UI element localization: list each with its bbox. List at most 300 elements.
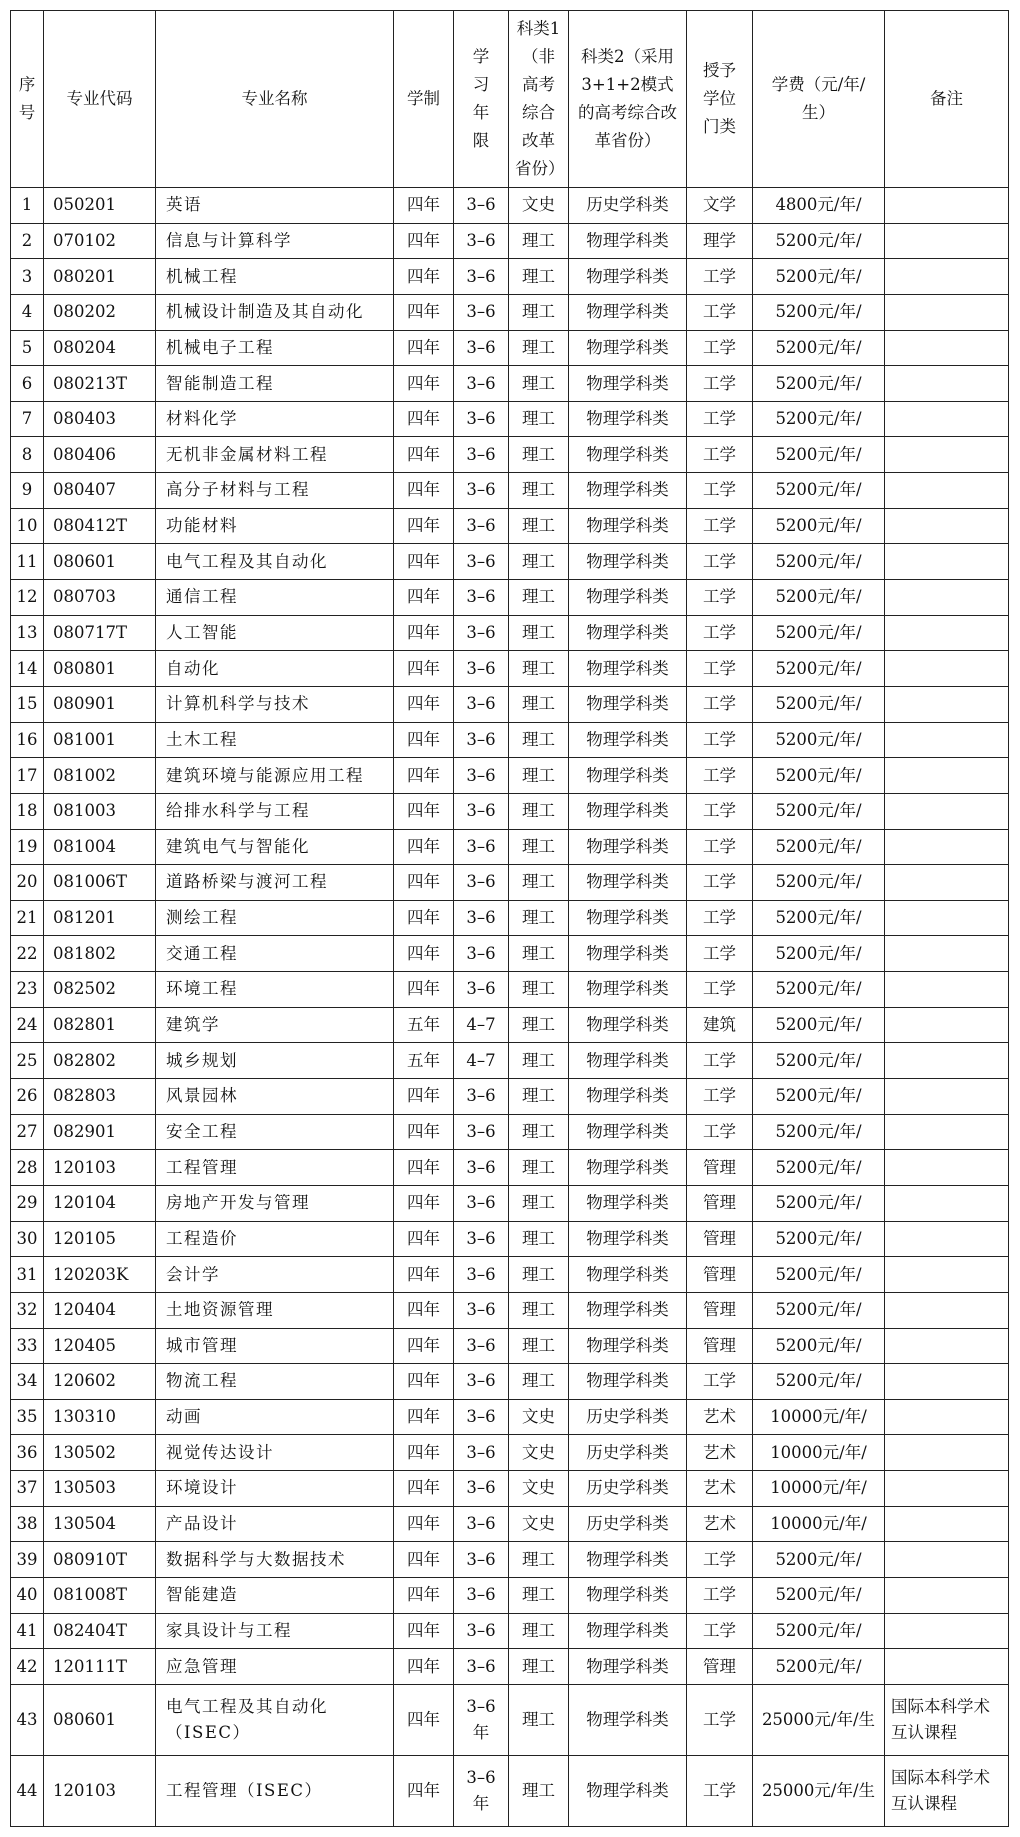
cell-fee: 5200元/年/ bbox=[753, 722, 885, 758]
cell-code: 081003 bbox=[44, 793, 156, 829]
cell-degree: 工学 bbox=[687, 366, 753, 402]
cell-years: 3–6 bbox=[454, 188, 509, 224]
cell-fee: 5200元/年/ bbox=[753, 1043, 885, 1079]
cell-seq: 27 bbox=[11, 1114, 44, 1150]
cell-category2: 历史学科类 bbox=[569, 1471, 687, 1507]
table-row bbox=[11, 900, 1009, 936]
table-row bbox=[11, 1364, 1009, 1400]
cell-code: 082801 bbox=[44, 1007, 156, 1043]
cell-fee: 5200元/年/ bbox=[753, 473, 885, 509]
cell-major-name: 建筑环境与能源应用工程 bbox=[156, 758, 394, 794]
cell-category1: 理工 bbox=[509, 508, 569, 544]
header-name: 专业名称 bbox=[156, 11, 394, 188]
cell-fee: 5200元/年/ bbox=[753, 1150, 885, 1186]
cell-code: 080901 bbox=[44, 686, 156, 722]
table-row bbox=[11, 829, 1009, 865]
cell-remarks bbox=[885, 936, 1009, 972]
cell-category2: 历史学科类 bbox=[569, 188, 687, 224]
cell-years: 3–6 bbox=[454, 686, 509, 722]
cell-degree: 工学 bbox=[687, 1043, 753, 1079]
cell-degree: 工学 bbox=[687, 1577, 753, 1613]
cell-category1: 理工 bbox=[509, 259, 569, 295]
cell-remarks bbox=[885, 366, 1009, 402]
header-degree: 授予学位门类 bbox=[687, 11, 753, 188]
cell-system: 四年 bbox=[394, 366, 454, 402]
cell-system: 四年 bbox=[394, 686, 454, 722]
cell-category1: 理工 bbox=[509, 294, 569, 330]
cell-years: 3–6 bbox=[454, 1079, 509, 1115]
cell-category1: 理工 bbox=[509, 1649, 569, 1685]
table-row bbox=[11, 1185, 1009, 1221]
cell-code: 120203K bbox=[44, 1257, 156, 1293]
cell-category2: 物理学科类 bbox=[569, 1613, 687, 1649]
cell-seq: 39 bbox=[11, 1542, 44, 1578]
cell-years: 3–6 bbox=[454, 1150, 509, 1186]
cell-category2: 物理学科类 bbox=[569, 936, 687, 972]
cell-major-name: 机械工程 bbox=[156, 259, 394, 295]
cell-major-name: 智能建造 bbox=[156, 1577, 394, 1613]
cell-category1: 理工 bbox=[509, 900, 569, 936]
cell-system: 四年 bbox=[394, 1292, 454, 1328]
cell-seq: 32 bbox=[11, 1292, 44, 1328]
cell-code: 081002 bbox=[44, 758, 156, 794]
cell-seq: 38 bbox=[11, 1506, 44, 1542]
cell-category1: 理工 bbox=[509, 473, 569, 509]
table-row bbox=[11, 1506, 1009, 1542]
cell-seq: 43 bbox=[11, 1684, 44, 1755]
cell-system: 四年 bbox=[394, 1506, 454, 1542]
cell-system: 四年 bbox=[394, 722, 454, 758]
cell-category2: 物理学科类 bbox=[569, 366, 687, 402]
cell-fee: 5200元/年/ bbox=[753, 508, 885, 544]
cell-system: 四年 bbox=[394, 1257, 454, 1293]
cell-remarks bbox=[885, 1328, 1009, 1364]
cell-code: 120602 bbox=[44, 1364, 156, 1400]
table-row bbox=[11, 1577, 1009, 1613]
cell-fee: 5200元/年/ bbox=[753, 972, 885, 1008]
table-row bbox=[11, 1150, 1009, 1186]
cell-degree: 建筑 bbox=[687, 1007, 753, 1043]
cell-system: 四年 bbox=[394, 1577, 454, 1613]
cell-seq: 34 bbox=[11, 1364, 44, 1400]
cell-years: 3–6 bbox=[454, 580, 509, 616]
cell-major-name: 土木工程 bbox=[156, 722, 394, 758]
table-row bbox=[11, 1007, 1009, 1043]
cell-seq: 2 bbox=[11, 223, 44, 259]
cell-code: 080601 bbox=[44, 544, 156, 580]
cell-major-name: 电气工程及其自动化（ISEC） bbox=[156, 1684, 394, 1755]
cell-fee: 5200元/年/ bbox=[753, 615, 885, 651]
cell-remarks bbox=[885, 686, 1009, 722]
cell-degree: 管理 bbox=[687, 1328, 753, 1364]
cell-seq: 12 bbox=[11, 580, 44, 616]
cell-category2: 物理学科类 bbox=[569, 1684, 687, 1755]
header-system: 学制 bbox=[394, 11, 454, 188]
cell-remarks bbox=[885, 544, 1009, 580]
cell-remarks bbox=[885, 1649, 1009, 1685]
cell-fee: 10000元/年/ bbox=[753, 1399, 885, 1435]
cell-degree: 工学 bbox=[687, 1613, 753, 1649]
cell-remarks bbox=[885, 722, 1009, 758]
cell-system: 四年 bbox=[394, 1435, 454, 1471]
cell-seq: 1 bbox=[11, 188, 44, 224]
cell-remarks bbox=[885, 829, 1009, 865]
cell-seq: 29 bbox=[11, 1185, 44, 1221]
cell-major-name: 土地资源管理 bbox=[156, 1292, 394, 1328]
cell-fee: 25000元/年/生 bbox=[753, 1755, 885, 1826]
cell-seq: 26 bbox=[11, 1079, 44, 1115]
cell-remarks bbox=[885, 1577, 1009, 1613]
cell-system: 四年 bbox=[394, 188, 454, 224]
cell-years: 3–6 bbox=[454, 1328, 509, 1364]
table-row bbox=[11, 544, 1009, 580]
cell-fee: 10000元/年/ bbox=[753, 1471, 885, 1507]
cell-category1: 文史 bbox=[509, 1471, 569, 1507]
cell-remarks bbox=[885, 651, 1009, 687]
cell-code: 120105 bbox=[44, 1221, 156, 1257]
cell-category1: 理工 bbox=[509, 1150, 569, 1186]
cell-code: 120103 bbox=[44, 1755, 156, 1826]
cell-category1: 理工 bbox=[509, 651, 569, 687]
cell-system: 四年 bbox=[394, 1185, 454, 1221]
cell-remarks bbox=[885, 1471, 1009, 1507]
cell-category1: 理工 bbox=[509, 1079, 569, 1115]
cell-code: 070102 bbox=[44, 223, 156, 259]
cell-remarks bbox=[885, 758, 1009, 794]
table-row bbox=[11, 1221, 1009, 1257]
cell-major-name: 建筑电气与智能化 bbox=[156, 829, 394, 865]
cell-system: 四年 bbox=[394, 1364, 454, 1400]
table-row bbox=[11, 1292, 1009, 1328]
cell-years: 4–7 bbox=[454, 1007, 509, 1043]
cell-fee: 5200元/年/ bbox=[753, 1577, 885, 1613]
cell-degree: 艺术 bbox=[687, 1506, 753, 1542]
cell-years: 3–6 bbox=[454, 259, 509, 295]
cell-years: 3–6 bbox=[454, 793, 509, 829]
cell-system: 四年 bbox=[394, 865, 454, 901]
cell-years: 3–6 bbox=[454, 1613, 509, 1649]
cell-category2: 物理学科类 bbox=[569, 1364, 687, 1400]
cell-seq: 15 bbox=[11, 686, 44, 722]
cell-remarks bbox=[885, 1435, 1009, 1471]
cell-remarks bbox=[885, 473, 1009, 509]
cell-system: 四年 bbox=[394, 1684, 454, 1755]
cell-major-name: 自动化 bbox=[156, 651, 394, 687]
cell-fee: 5200元/年/ bbox=[753, 330, 885, 366]
cell-category2: 物理学科类 bbox=[569, 1292, 687, 1328]
cell-major-name: 电气工程及其自动化 bbox=[156, 544, 394, 580]
cell-seq: 20 bbox=[11, 865, 44, 901]
cell-category1: 理工 bbox=[509, 1114, 569, 1150]
cell-seq: 36 bbox=[11, 1435, 44, 1471]
cell-category1: 理工 bbox=[509, 829, 569, 865]
cell-degree: 工学 bbox=[687, 1364, 753, 1400]
cell-category2: 历史学科类 bbox=[569, 1435, 687, 1471]
cell-remarks: 国际本科学术互认课程 bbox=[885, 1684, 1009, 1755]
cell-code: 080703 bbox=[44, 580, 156, 616]
cell-major-name: 信息与计算科学 bbox=[156, 223, 394, 259]
cell-seq: 16 bbox=[11, 722, 44, 758]
cell-major-name: 产品设计 bbox=[156, 1506, 394, 1542]
cell-system: 四年 bbox=[394, 330, 454, 366]
cell-code: 120103 bbox=[44, 1150, 156, 1186]
cell-fee: 5200元/年/ bbox=[753, 1079, 885, 1115]
cell-major-name: 环境设计 bbox=[156, 1471, 394, 1507]
header-code: 专业代码 bbox=[44, 11, 156, 188]
cell-category2: 物理学科类 bbox=[569, 223, 687, 259]
table-row bbox=[11, 473, 1009, 509]
cell-system: 四年 bbox=[394, 829, 454, 865]
cell-category2: 物理学科类 bbox=[569, 1221, 687, 1257]
cell-category1: 理工 bbox=[509, 1328, 569, 1364]
cell-major-name: 人工智能 bbox=[156, 615, 394, 651]
cell-fee: 5200元/年/ bbox=[753, 1613, 885, 1649]
cell-degree: 管理 bbox=[687, 1257, 753, 1293]
cell-major-name: 应急管理 bbox=[156, 1649, 394, 1685]
cell-degree: 艺术 bbox=[687, 1435, 753, 1471]
cell-degree: 工学 bbox=[687, 294, 753, 330]
table-row bbox=[11, 1684, 1009, 1755]
cell-major-name: 功能材料 bbox=[156, 508, 394, 544]
table-row bbox=[11, 1435, 1009, 1471]
cell-system: 四年 bbox=[394, 437, 454, 473]
cell-seq: 17 bbox=[11, 758, 44, 794]
cell-remarks bbox=[885, 1007, 1009, 1043]
cell-code: 080403 bbox=[44, 401, 156, 437]
cell-remarks bbox=[885, 1542, 1009, 1578]
cell-system: 四年 bbox=[394, 936, 454, 972]
cell-major-name: 城乡规划 bbox=[156, 1043, 394, 1079]
cell-years: 3–6 bbox=[454, 972, 509, 1008]
header-fee: 学费（元/年/生） bbox=[753, 11, 885, 188]
cell-category1: 理工 bbox=[509, 437, 569, 473]
cell-seq: 5 bbox=[11, 330, 44, 366]
cell-years: 3–6 bbox=[454, 1292, 509, 1328]
cell-major-name: 交通工程 bbox=[156, 936, 394, 972]
cell-fee: 4800元/年/ bbox=[753, 188, 885, 224]
cell-years: 3–6 bbox=[454, 1257, 509, 1293]
cell-seq: 24 bbox=[11, 1007, 44, 1043]
majors-table bbox=[10, 10, 1009, 1827]
table-row bbox=[11, 865, 1009, 901]
cell-years: 3–6 bbox=[454, 758, 509, 794]
cell-years: 3–6 bbox=[454, 615, 509, 651]
cell-years: 3–6 bbox=[454, 1649, 509, 1685]
cell-major-name: 测绘工程 bbox=[156, 900, 394, 936]
cell-code: 120111T bbox=[44, 1649, 156, 1685]
cell-fee: 5200元/年/ bbox=[753, 366, 885, 402]
cell-seq: 28 bbox=[11, 1150, 44, 1186]
cell-category1: 理工 bbox=[509, 223, 569, 259]
cell-fee: 5200元/年/ bbox=[753, 865, 885, 901]
cell-seq: 14 bbox=[11, 651, 44, 687]
cell-years: 3–6 bbox=[454, 544, 509, 580]
cell-category2: 物理学科类 bbox=[569, 1542, 687, 1578]
cell-category1: 文史 bbox=[509, 1399, 569, 1435]
cell-years: 3–6年 bbox=[454, 1755, 509, 1826]
cell-category1: 理工 bbox=[509, 544, 569, 580]
cell-years: 3–6 bbox=[454, 366, 509, 402]
cell-major-name: 给排水科学与工程 bbox=[156, 793, 394, 829]
cell-degree: 艺术 bbox=[687, 1471, 753, 1507]
cell-seq: 42 bbox=[11, 1649, 44, 1685]
cell-category1: 理工 bbox=[509, 1007, 569, 1043]
cell-system: 四年 bbox=[394, 473, 454, 509]
cell-code: 120404 bbox=[44, 1292, 156, 1328]
cell-system: 四年 bbox=[394, 1150, 454, 1186]
cell-category1: 理工 bbox=[509, 330, 569, 366]
cell-fee: 5200元/年/ bbox=[753, 401, 885, 437]
table-row bbox=[11, 508, 1009, 544]
cell-category1: 理工 bbox=[509, 401, 569, 437]
cell-system: 四年 bbox=[394, 1613, 454, 1649]
cell-seq: 40 bbox=[11, 1577, 44, 1613]
table-row bbox=[11, 401, 1009, 437]
cell-category1: 理工 bbox=[509, 1221, 569, 1257]
cell-category1: 理工 bbox=[509, 1542, 569, 1578]
table-row bbox=[11, 1328, 1009, 1364]
cell-seq: 35 bbox=[11, 1399, 44, 1435]
cell-years: 3–6 bbox=[454, 1506, 509, 1542]
cell-degree: 管理 bbox=[687, 1221, 753, 1257]
cell-code: 080717T bbox=[44, 615, 156, 651]
cell-category2: 物理学科类 bbox=[569, 580, 687, 616]
cell-seq: 6 bbox=[11, 366, 44, 402]
cell-code: 082803 bbox=[44, 1079, 156, 1115]
table-row bbox=[11, 259, 1009, 295]
cell-system: 四年 bbox=[394, 1399, 454, 1435]
cell-category1: 理工 bbox=[509, 580, 569, 616]
header-years: 学习年限 bbox=[454, 11, 509, 188]
cell-remarks bbox=[885, 615, 1009, 651]
cell-major-name: 机械设计制造及其自动化 bbox=[156, 294, 394, 330]
cell-years: 3–6 bbox=[454, 936, 509, 972]
cell-category1: 理工 bbox=[509, 686, 569, 722]
cell-fee: 5200元/年/ bbox=[753, 1364, 885, 1400]
cell-major-name: 工程管理 bbox=[156, 1150, 394, 1186]
table-row bbox=[11, 1755, 1009, 1826]
cell-code: 080601 bbox=[44, 1684, 156, 1755]
cell-category2: 物理学科类 bbox=[569, 793, 687, 829]
cell-degree: 管理 bbox=[687, 1150, 753, 1186]
cell-category2: 物理学科类 bbox=[569, 437, 687, 473]
cell-category2: 物理学科类 bbox=[569, 401, 687, 437]
cell-degree: 工学 bbox=[687, 508, 753, 544]
cell-fee: 5200元/年/ bbox=[753, 1328, 885, 1364]
cell-years: 3–6 bbox=[454, 508, 509, 544]
cell-system: 四年 bbox=[394, 1471, 454, 1507]
cell-years: 3–6 bbox=[454, 437, 509, 473]
cell-degree: 管理 bbox=[687, 1292, 753, 1328]
cell-category1: 理工 bbox=[509, 758, 569, 794]
cell-category2: 物理学科类 bbox=[569, 1007, 687, 1043]
cell-fee: 5200元/年/ bbox=[753, 793, 885, 829]
cell-major-name: 计算机科学与技术 bbox=[156, 686, 394, 722]
cell-category1: 理工 bbox=[509, 1043, 569, 1079]
cell-fee: 10000元/年/ bbox=[753, 1435, 885, 1471]
cell-major-name: 物流工程 bbox=[156, 1364, 394, 1400]
cell-fee: 5200元/年/ bbox=[753, 758, 885, 794]
header-category2: 科类2（采用3+1+2模式的高考综合改革省份） bbox=[569, 11, 687, 188]
cell-category1: 理工 bbox=[509, 366, 569, 402]
cell-category2: 物理学科类 bbox=[569, 1150, 687, 1186]
cell-years: 3–6 bbox=[454, 1577, 509, 1613]
cell-years: 3–6 bbox=[454, 722, 509, 758]
cell-seq: 10 bbox=[11, 508, 44, 544]
table-row bbox=[11, 758, 1009, 794]
cell-system: 五年 bbox=[394, 1043, 454, 1079]
cell-major-name: 机械电子工程 bbox=[156, 330, 394, 366]
cell-system: 四年 bbox=[394, 1542, 454, 1578]
cell-code: 081802 bbox=[44, 936, 156, 972]
cell-years: 3–6 bbox=[454, 651, 509, 687]
cell-category2: 物理学科类 bbox=[569, 330, 687, 366]
cell-code: 130503 bbox=[44, 1471, 156, 1507]
cell-major-name: 无机非金属材料工程 bbox=[156, 437, 394, 473]
cell-code: 080202 bbox=[44, 294, 156, 330]
cell-code: 080406 bbox=[44, 437, 156, 473]
cell-seq: 37 bbox=[11, 1471, 44, 1507]
cell-category2: 物理学科类 bbox=[569, 865, 687, 901]
cell-seq: 30 bbox=[11, 1221, 44, 1257]
cell-remarks bbox=[885, 508, 1009, 544]
cell-category1: 理工 bbox=[509, 1613, 569, 1649]
cell-remarks bbox=[885, 294, 1009, 330]
table-row bbox=[11, 1399, 1009, 1435]
cell-seq: 9 bbox=[11, 473, 44, 509]
cell-degree: 工学 bbox=[687, 259, 753, 295]
cell-system: 四年 bbox=[394, 1755, 454, 1826]
cell-seq: 33 bbox=[11, 1328, 44, 1364]
cell-category2: 历史学科类 bbox=[569, 1506, 687, 1542]
cell-system: 四年 bbox=[394, 651, 454, 687]
cell-degree: 工学 bbox=[687, 972, 753, 1008]
cell-remarks bbox=[885, 1257, 1009, 1293]
cell-years: 3–6 bbox=[454, 1435, 509, 1471]
cell-system: 四年 bbox=[394, 972, 454, 1008]
cell-years: 3–6 bbox=[454, 1185, 509, 1221]
cell-seq: 11 bbox=[11, 544, 44, 580]
cell-degree: 艺术 bbox=[687, 1399, 753, 1435]
cell-degree: 工学 bbox=[687, 615, 753, 651]
cell-category1: 理工 bbox=[509, 1755, 569, 1826]
cell-category2: 物理学科类 bbox=[569, 615, 687, 651]
cell-remarks bbox=[885, 793, 1009, 829]
table-row bbox=[11, 651, 1009, 687]
table-row bbox=[11, 1257, 1009, 1293]
cell-system: 四年 bbox=[394, 294, 454, 330]
cell-category2: 物理学科类 bbox=[569, 1328, 687, 1364]
cell-system: 五年 bbox=[394, 1007, 454, 1043]
cell-category2: 物理学科类 bbox=[569, 259, 687, 295]
cell-seq: 22 bbox=[11, 936, 44, 972]
cell-years: 3–6 bbox=[454, 865, 509, 901]
cell-major-name: 高分子材料与工程 bbox=[156, 473, 394, 509]
cell-seq: 25 bbox=[11, 1043, 44, 1079]
cell-major-name: 房地产开发与管理 bbox=[156, 1185, 394, 1221]
cell-category1: 理工 bbox=[509, 615, 569, 651]
cell-degree: 工学 bbox=[687, 437, 753, 473]
cell-category2: 物理学科类 bbox=[569, 544, 687, 580]
cell-seq: 4 bbox=[11, 294, 44, 330]
cell-fee: 5200元/年/ bbox=[753, 1257, 885, 1293]
cell-seq: 23 bbox=[11, 972, 44, 1008]
table-row bbox=[11, 223, 1009, 259]
table-row bbox=[11, 972, 1009, 1008]
cell-seq: 7 bbox=[11, 401, 44, 437]
cell-major-name: 建筑学 bbox=[156, 1007, 394, 1043]
cell-system: 四年 bbox=[394, 1114, 454, 1150]
